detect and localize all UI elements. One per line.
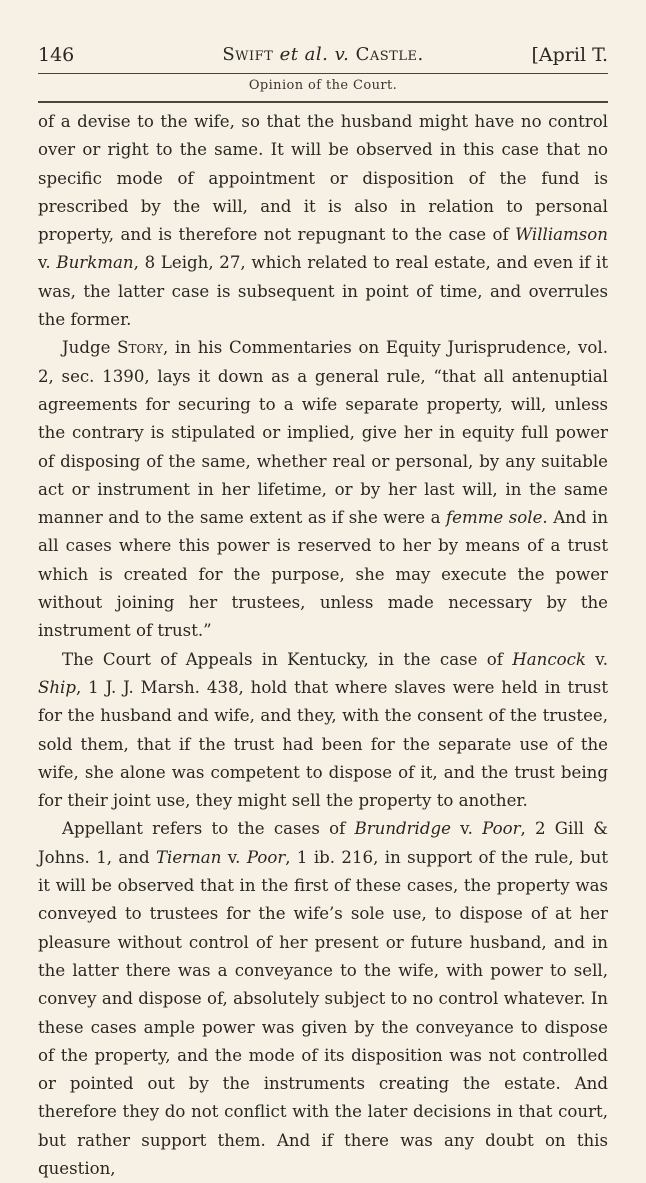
case-name: Poor (482, 819, 521, 839)
text: , 1 J. J. Marsh. 438, hold that where slaves were held in trust for the husband and wife, and they, with the consent of the trustee, sold them, that if the trust had been for the separate use of the wife, she alone was competent to dispose of it, and the trust being for their joint use, they might sell the property to another. (38, 677, 608, 811)
text: , 2 Gill & Johns. 1, and (38, 819, 608, 867)
case-title-etal: et al. (279, 44, 329, 65)
text: Judge (62, 338, 118, 358)
case-title-part1: Swift (222, 44, 280, 65)
paragraph-2 (38, 334, 608, 645)
case-name: Hancock (512, 649, 586, 669)
text: v. (450, 819, 483, 839)
italic-term: femme sole. (446, 508, 548, 528)
paragraph-4 (38, 815, 608, 1183)
judge-name: Story (117, 338, 163, 358)
text: v. (221, 847, 247, 867)
page-number: 146 (38, 44, 75, 66)
text: v. (585, 649, 608, 669)
case-name: Brundridge (354, 819, 451, 839)
case-name: Williamson (515, 225, 608, 245)
term-label: [April T. (531, 44, 608, 66)
text: , 1 ib. 216, in support of the rule, but it will be observed that in the first of these cases, the property was conveyed to trustees for the wife’s sole use, to dispose of at her pleasure without control of her present or future husband, and in the latter there was a conveyance to the wife, with power to sell, convey and dispose of, absolutely subject to no control whatever. In these cases ample power was given by the conveyance to dispose of the property, and the mode of its disposition was not controlled or pointed out by the instruments creating the estate. And therefore they do not conflict with the later decisions in that court, but rather support them. And if there was any doubt on this question, (38, 847, 608, 1178)
case-title-v: v. (328, 44, 356, 65)
text: , 8 Leigh, 27, which related to real estate, and even if it was, the latter case is subsequent in point of time, and overrules the former. (38, 253, 608, 330)
text: v. (38, 253, 57, 273)
section-subheading: Opinion of the Court. (248, 78, 398, 93)
case-name: Burkman (56, 253, 134, 273)
case-title (38, 44, 608, 65)
paragraph-3 (38, 646, 608, 816)
header-rule (38, 73, 608, 74)
text: And in all cases where this power is reserved to her by means of a trust which is created for the purpose, she may execute the power without joining her trustees, unless made necessary by the instrument of trust.” (38, 508, 609, 641)
subheading-rule (38, 101, 608, 103)
text: , in his Commentaries on Equity Jurisprudence, vol. 2, sec. 1390, lays it down as a general rule, “that all antenuptial agreements for securing to a wife separate property, will, unless the contrary is stipulated or implied, give her in equity full power of disposing of the same, whether real or personal, by any suitable act or instrument in her lifetime, or by her last will, in the same manner and to the same extent as if she were a (38, 338, 608, 528)
opinion-text (38, 108, 608, 1183)
text: The Court of Appeals in Kentucky, in the case of (62, 649, 513, 669)
paragraph-1 (38, 108, 608, 334)
case-name: Ship (38, 677, 76, 697)
case-title-part2: Castle. (355, 44, 424, 65)
running-header (38, 44, 608, 70)
case-name: Tiernan (155, 847, 222, 867)
case-name: Poor (246, 847, 286, 867)
text: of a devise to the wife, so that the husband might have no control over or right to the same. It will be observed in this case that no specific mode of appointment or disposition of the fund is prescribed by the will, and it is also in relation to personal property, and is therefore not repugnant to the case of (38, 112, 608, 245)
text: Appellant refers to the cases of (62, 819, 355, 839)
